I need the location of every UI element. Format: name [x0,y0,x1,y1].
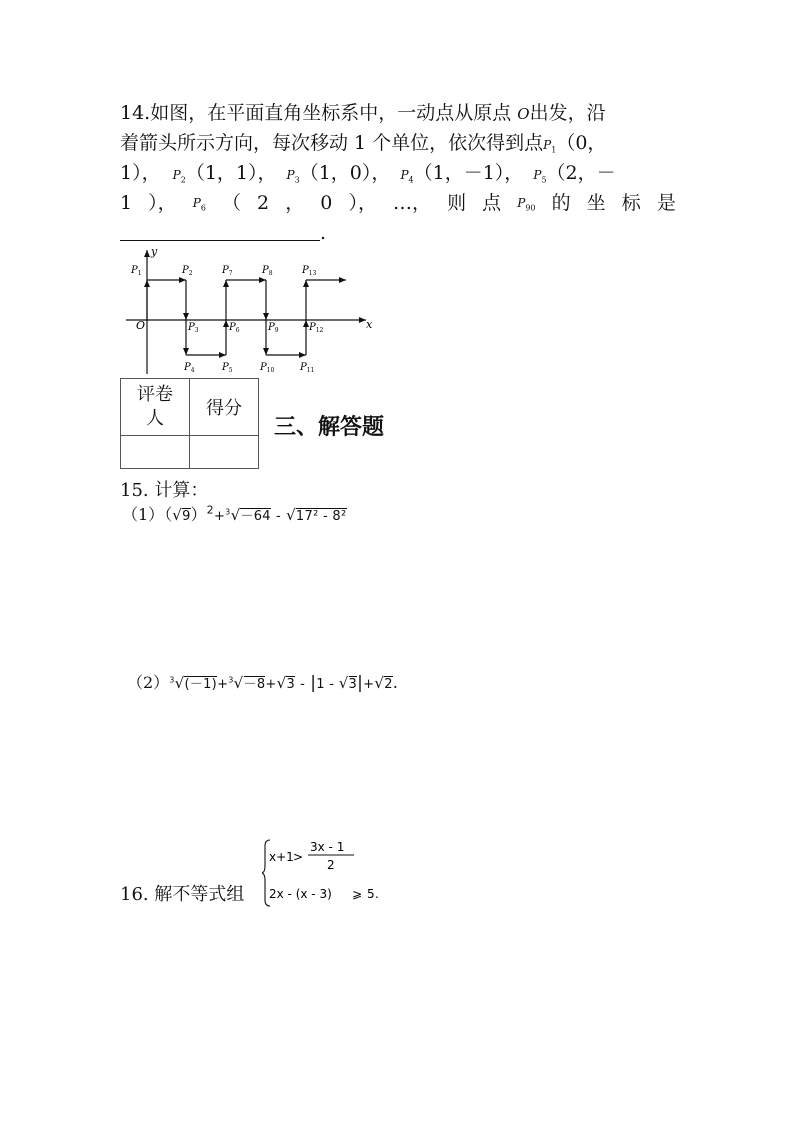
point-p1: $P_1$ [543,138,557,155]
label-p4: $P_4$ [184,362,195,374]
abs-value: |1 - √3| [310,673,364,693]
score-cell[interactable] [190,436,259,469]
answer-blank[interactable] [120,220,320,241]
label-p3: $P_3$ [188,322,199,334]
inequality-system [262,838,392,908]
x-axis-label: x [366,318,373,331]
q15-part-2: $(2)^3√(-1)+^3√-8+√3 - |1 - √3|+√2$. [127,673,398,693]
q14-line-4: 1 ）， $P_6$ （ 2 ， 0 ）， …， 则 点 $P_{90}$ 的 坐 标 是 [120,192,676,214]
label-p8: $P_8$ [262,265,273,277]
q14-line-1: 14.如图，在平面直角坐标系中，一动点从原点 O出发，沿 [120,102,606,124]
sqrt-2: √2 [374,674,393,692]
score-header: 得分 [190,379,259,436]
q15-part-1: $(1)(√9)^2+^3√-64 - √17^2 - 8^2$ [122,503,347,524]
arrow-path [147,280,346,355]
question-16-title: 16. 解不等式组 [120,884,245,905]
y-axis-label: y [151,245,158,258]
cbrt-neg8: $^3$√－8 [228,674,266,692]
q14-line-2: 着箭头所示方向，每次移动 1 个单位，依次得到点$P_1(0$， [120,132,607,155]
grading-table [120,378,259,469]
label-p6: $P_6$ [229,322,240,334]
ineq1-left: x+1 [269,850,294,864]
question-15-title: 15. 计算： [120,480,209,501]
sqrt-3: √3 [276,674,296,692]
label-p12: $P_{12}$ [309,322,324,334]
label-p11: $P_{11}$ [300,362,315,374]
ineq1-sign: > [293,850,304,864]
q14-line-5: . [120,218,676,248]
ineq-end: . [375,887,379,901]
cbrt-neg1: $^3$√(－1) [169,674,218,692]
ineq1-numerator: 3x - 1 [310,840,345,854]
label-p5: $P_5$ [222,362,233,374]
label-p2: $P_2$ [182,265,193,277]
section-heading: 三、解答题 [274,415,385,440]
ineq2-right: 5 [367,887,375,901]
ineq2-sign: ⩾ [352,887,363,901]
question-14 [120,98,676,248]
label-p9: $P_9$ [268,322,279,334]
coordinate-figure [118,244,374,378]
origin-text: O [136,319,146,332]
ineq2-left: 2x - (x - 3) [269,887,332,901]
grader-cell[interactable] [121,436,190,469]
label-p7: $P_7$ [222,265,233,277]
cbrt-neg64: $^3$√－64 [225,506,271,524]
label-p13: $P_{13}$ [302,265,317,277]
origin-label: O [517,105,530,123]
ineq1-denominator: 2 [327,858,335,872]
sqrt-17sq-minus-8sq: √17² - 8² [286,506,347,524]
q14-line-3: 1）， $P_2(1$，1）， $P_3(1$，0）， $P_4(1$，－1）， $P_5(2$，－ [120,162,616,185]
label-p1: $P_1$ [131,265,142,277]
sqrt-9: √9 [172,506,191,524]
label-p10: $P_{10}$ [260,362,275,374]
grader-header: 评卷 人 [121,379,190,436]
